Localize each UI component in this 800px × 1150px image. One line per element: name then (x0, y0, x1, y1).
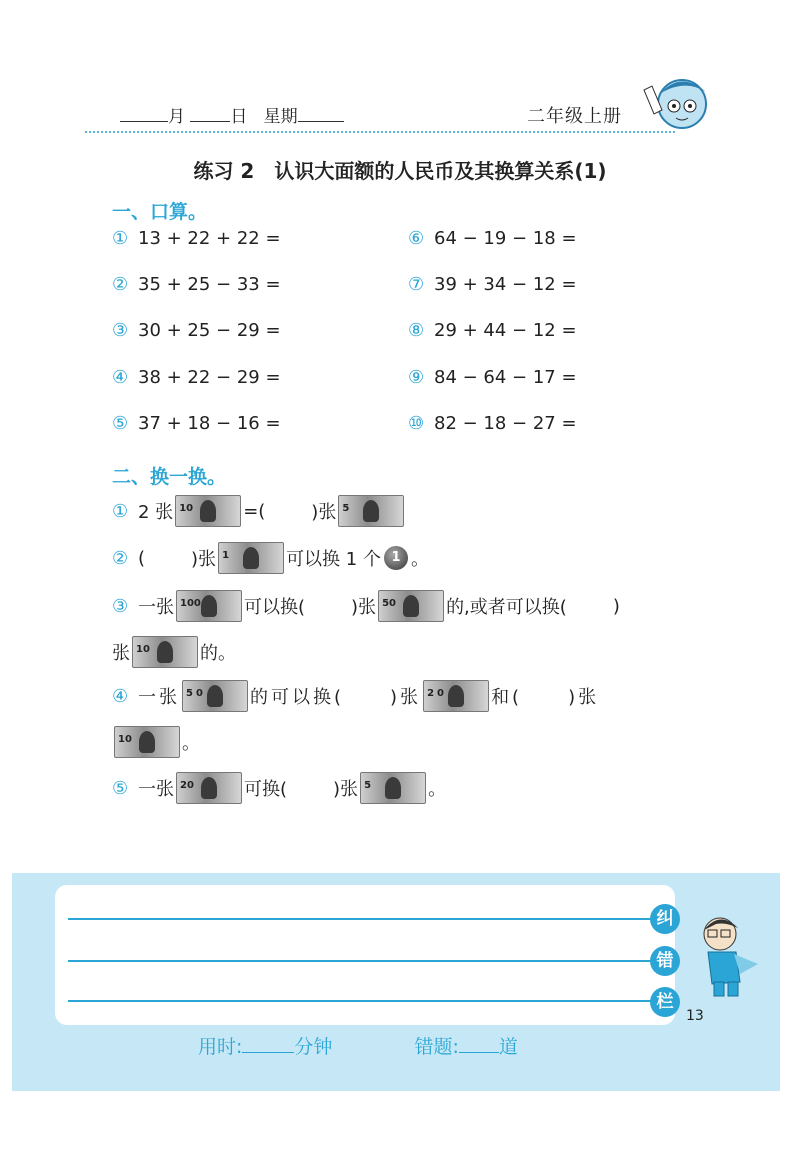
correction-line-1[interactable] (68, 918, 653, 920)
exchange-q3-line2: 张 10 的。 (112, 636, 236, 668)
month-blank[interactable] (120, 105, 168, 122)
banknote-1-icon: 1 (218, 542, 284, 574)
exchange-q1: ① 2 张 10 =( )张 5 (112, 495, 406, 527)
time-unit: 分钟 (294, 1036, 333, 1058)
coin-1-icon: 1 (384, 546, 408, 570)
banknote-20-icon: 20 (176, 772, 242, 804)
footer-stats (198, 1032, 518, 1059)
exchange-q3: ③ 一张 100 可以换( )张 50 的,或者可以换( ) (112, 590, 620, 622)
section1-heading: 一、口算。 (112, 201, 208, 223)
correction-char-3: 栏 (650, 987, 680, 1017)
exchange-q4: ④ 一张 50 的可以换( )张 20 和( )张 (112, 680, 599, 712)
date-line (120, 102, 344, 127)
problem-2: ② 35 + 25 − 33 = (112, 274, 281, 295)
problem-9: ⑨ 84 − 64 − 17 = (408, 367, 577, 388)
problem-3: ③ 30 + 25 − 29 = (112, 320, 281, 341)
section2-heading: 二、换一换。 (112, 466, 227, 488)
month-label: 月 (168, 107, 185, 127)
time-label: 用时: (198, 1036, 243, 1058)
page-title: 练习 2 认识大面额的人民币及其换算关系(1) (193, 159, 607, 183)
page-number: 13 (686, 1008, 704, 1024)
banknote-5-icon: 5 (338, 495, 404, 527)
banknote-10-icon: 10 (175, 495, 241, 527)
weekday-blank[interactable] (298, 105, 344, 122)
weekday-label: 星期 (263, 107, 298, 127)
problem-1: ① 13 + 22 + 22 = (112, 228, 281, 249)
banknote-5-icon: 5 (360, 772, 426, 804)
wrong-blank[interactable] (459, 1036, 499, 1053)
correction-card[interactable] (55, 885, 675, 1025)
correction-line-2[interactable] (68, 960, 653, 962)
correction-line-3[interactable] (68, 1000, 653, 1002)
mascot-head-icon (640, 70, 720, 138)
banknote-100-icon: 100 (176, 590, 242, 622)
correction-char-2: 错 (650, 946, 680, 976)
problem-4: ④ 38 + 22 − 29 = (112, 367, 281, 388)
problem-5: ⑤ 37 + 18 − 16 = (112, 413, 281, 434)
exchange-q5: ⑤ 一张 20 可换( )张 5 。 (112, 772, 446, 804)
banknote-10-icon: 10 (114, 726, 180, 758)
header-divider (85, 131, 675, 133)
wrong-label: 错题: (414, 1036, 459, 1058)
banknote-10-icon: 10 (132, 636, 198, 668)
wrong-unit: 道 (498, 1036, 518, 1058)
problem-6: ⑥ 64 − 19 − 18 = (408, 228, 577, 249)
correction-char-1: 纠 (650, 904, 680, 934)
exchange-q2: ② ( )张 1 可以换 1 个 1 。 (112, 542, 429, 574)
day-label: 日 (230, 107, 248, 127)
time-blank[interactable] (242, 1036, 294, 1053)
superhero-mascot-icon (690, 912, 760, 1002)
day-blank[interactable] (190, 105, 230, 122)
exchange-q4-line2: 10 。 (112, 726, 200, 758)
banknote-50-icon: 50 (378, 590, 444, 622)
banknote-20-icon: 20 (423, 680, 489, 712)
banknote-50-icon: 50 (182, 680, 248, 712)
problem-7: ⑦ 39 + 34 − 12 = (408, 274, 577, 295)
problem-10: ⑩ 82 − 18 − 27 = (408, 413, 577, 434)
problem-8: ⑧ 29 + 44 − 12 = (408, 320, 577, 341)
grade-label: 二年级上册 (527, 106, 622, 127)
